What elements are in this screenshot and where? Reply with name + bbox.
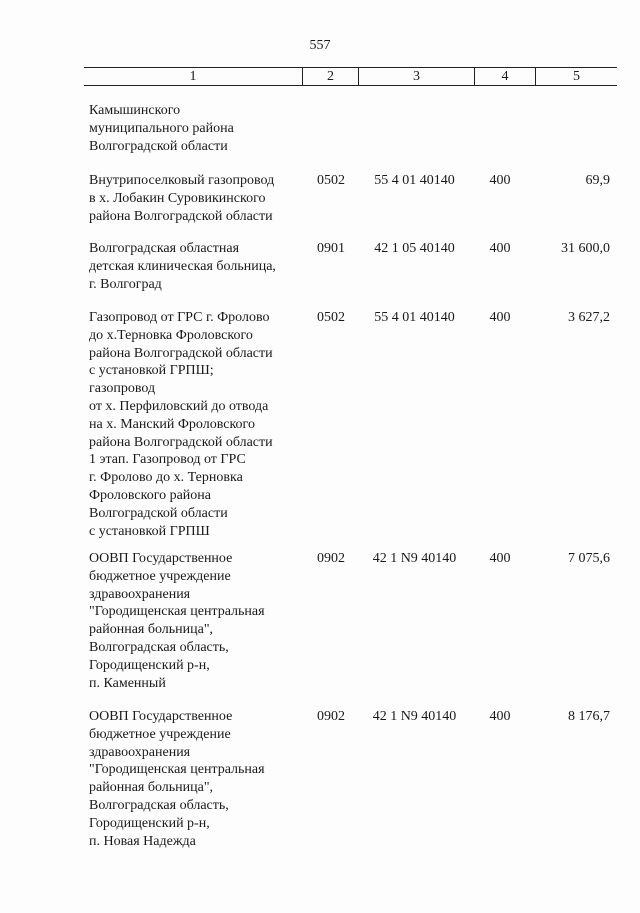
row-target-code: 42 1 N9 40140: [372, 709, 457, 724]
page-number: 557: [309, 38, 331, 53]
row-amount: 31 600,0: [561, 241, 610, 256]
row-name: Внутрипоселковый газопровод в х. Лобакин Суровикинского района Волгоградской области: [89, 173, 275, 224]
column-header-5: 5: [536, 68, 618, 86]
column-header-row: [84, 68, 617, 86]
row-target-code: 42 1 N9 40140: [372, 551, 457, 566]
row-expense-type: 400: [489, 241, 511, 256]
row-expense-type: 400: [489, 551, 511, 566]
row-name: ООВП Государственное бюджетное учреждение здравоохранения "Городищенская центральная районная больница", Волгоградская область, Городищенский р-н, п. Новая Надежда: [89, 709, 265, 849]
row-section-code: 0902: [317, 551, 345, 566]
row-section-code: 0502: [317, 310, 345, 325]
row-section-code: 0502: [317, 173, 345, 188]
row-target-code: 55 4 01 40140: [374, 173, 455, 188]
row-target-code: 42 1 05 40140: [374, 241, 455, 256]
row-expense-type: 400: [489, 709, 511, 724]
column-header-3: 3: [359, 68, 475, 86]
column-header-2: 2: [303, 68, 359, 86]
row-expense-type: 400: [489, 173, 511, 188]
row-name: Газопровод от ГРС г. Фролово до х.Терновка Фроловского района Волгоградской области с установкой ГРПШ; газопровод от х. Перфиловский до отвода на х. Манский Фроловского района Волгоградской области 1 этап. Газопровод от ГРС г. Фролово до х. Терновка Фроловского района Волгоградской области с установкой ГРПШ: [89, 310, 273, 539]
column-header-4: 4: [475, 68, 536, 86]
row-name: ООВП Государственное бюджетное учреждение здравоохранения "Городищенская центральная районная больница", Волгоградская область, Городищенский р-н, п. Каменный: [89, 551, 265, 691]
row-amount: 7 075,6: [568, 551, 610, 566]
row-target-code: 55 4 01 40140: [374, 310, 455, 325]
row-section-code: 0902: [317, 709, 345, 724]
row-name: Камышинского муниципального района Волгоградской области: [89, 103, 234, 154]
row-amount: 3 627,2: [568, 310, 610, 325]
row-section-code: 0901: [317, 241, 345, 256]
column-header-table: [84, 67, 617, 86]
row-amount: 8 176,7: [568, 709, 610, 724]
row-amount: 69,9: [585, 173, 610, 188]
row-expense-type: 400: [489, 310, 511, 325]
column-header-1: 1: [84, 68, 303, 86]
row-name: Волгоградская областная детская клиническая больница, г. Волгоград: [89, 241, 276, 292]
